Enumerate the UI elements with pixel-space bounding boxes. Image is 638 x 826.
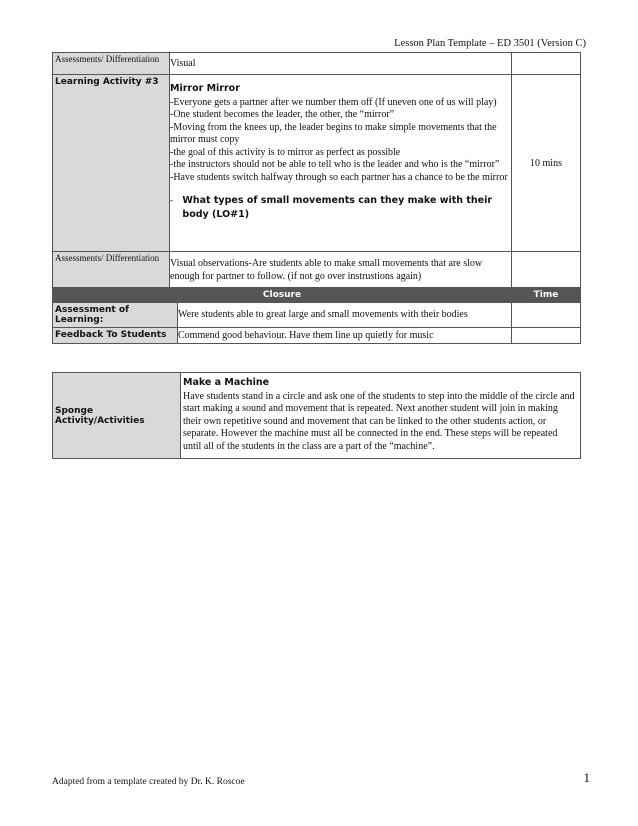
bullet-marker: -: [170, 195, 173, 205]
activity-line: -Have students switch halfway through so each partner has a chance to be the mirror: [170, 171, 508, 183]
activity-title: Mirror Mirror: [170, 83, 240, 94]
empty-time-cell: [512, 53, 581, 75]
assessment-label: Assessments/ Differentiation: [53, 53, 170, 75]
closure-header: Closure: [53, 288, 512, 303]
assessment-label: Assessments/ Differentiation: [53, 252, 170, 288]
page-header: Lesson Plan Template – ED 3501 (Version C): [394, 38, 586, 49]
feedback-label: Feedback To Students: [53, 328, 178, 344]
sponge-table: [52, 372, 581, 459]
assessment-of-learning-value: Were students able to great large and small movements with their bodies: [178, 303, 512, 328]
learning-activity-content: [170, 75, 512, 252]
empty-time-cell: [512, 252, 581, 288]
activity-line: -Everyone gets a partner after we number them off (If uneven one of us will play): [170, 96, 497, 108]
activity-line: -the goal of this activity is to mirror as perfect as possible: [170, 146, 401, 158]
sponge-activity-content: [181, 373, 581, 459]
sponge-description: Have students stand in a circle and ask one of the students to step into the middle of the circle and start making a sound and movement that is repeated. Next another student will join in making their own repetitive sound and movement that can be linked to the other students action, or separate. However the machine must all be connected in the end. These steps will be repeated until all of the students in the class are a part of the “machine”.: [183, 390, 575, 452]
activity-question: [170, 194, 511, 222]
empty-time-cell: [512, 303, 581, 328]
activity-line: -Moving from the knees up, the leader begins to make simple movements that the mirror must copy: [170, 121, 497, 145]
activity-question-text: What types of small movements can they make with their body (LO#1): [182, 195, 493, 220]
page-number: 1: [583, 770, 590, 785]
footer-credit: Adapted from a template created by Dr. K. Roscoe: [52, 777, 245, 787]
assessment-value: Visual: [170, 53, 512, 75]
sponge-title: Make a Machine: [183, 377, 270, 388]
assessment-value: Visual observations-Are students able to make small movements that are slow enough for partner to follow. (if not go over instrustions again): [170, 252, 512, 288]
feedback-value: Commend good behaviour. Have them line up quietly for music: [178, 328, 512, 344]
lesson-table: [52, 52, 581, 344]
activity-time: 10 mins: [512, 75, 581, 252]
empty-time-cell: [512, 328, 581, 344]
sponge-activity-label: Sponge Activity/Activities: [53, 373, 181, 459]
activity-line: -the instructors should not be able to tell who is the leader and who is the “mirror”: [170, 159, 500, 170]
assessment-of-learning-label: Assessment of Learning:: [53, 303, 178, 328]
time-header: Time: [512, 288, 581, 303]
activity-line: -One student becomes the leader, the other, the “mirror”: [170, 109, 395, 120]
learning-activity-label: Learning Activity #3: [53, 75, 170, 252]
